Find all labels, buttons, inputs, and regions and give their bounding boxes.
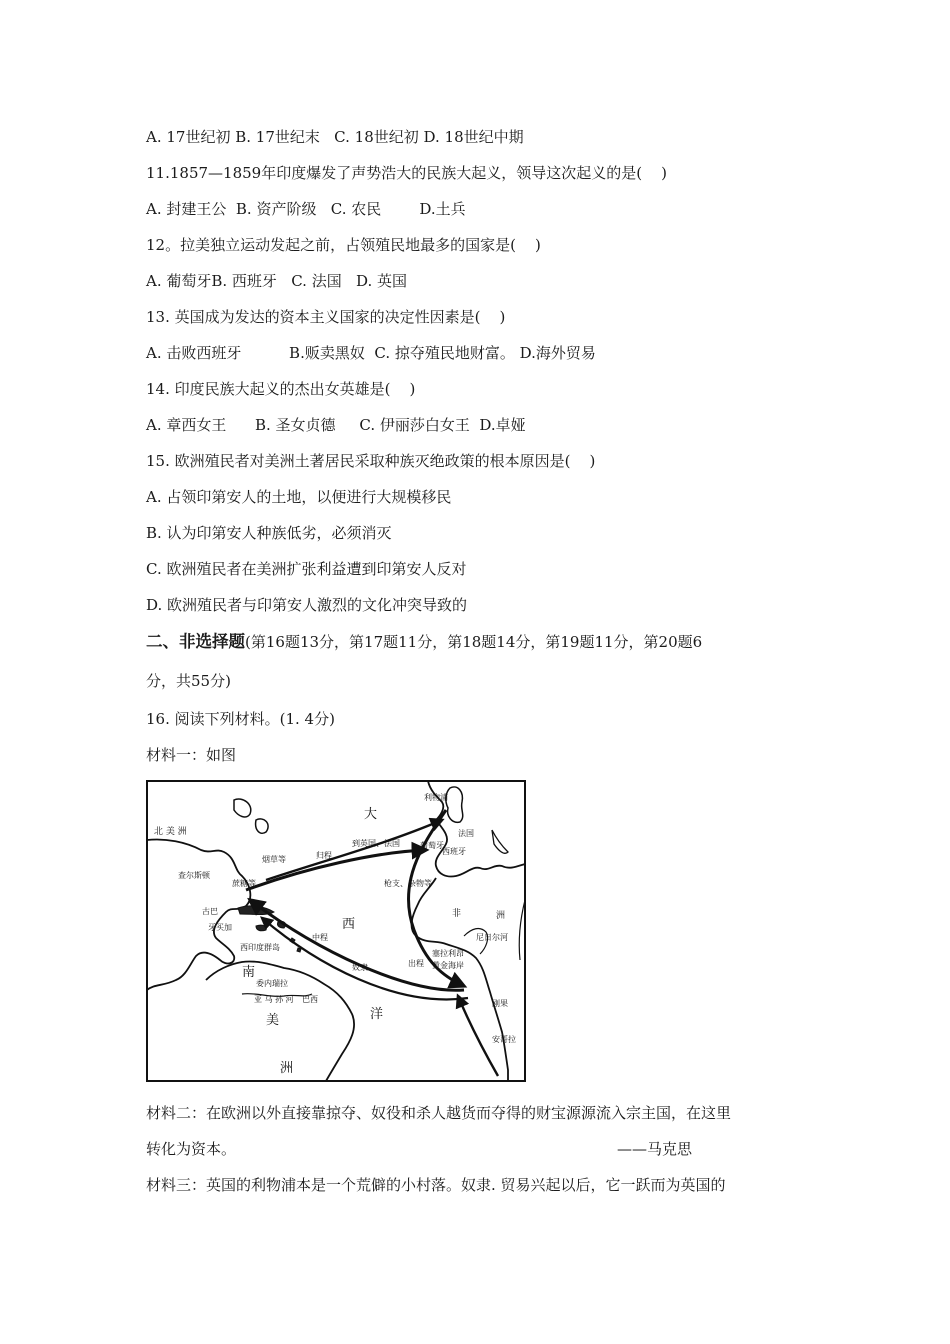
q11-stem: 11.1857—1859年印度爆发了声势浩大的民族大起义，领导这次起义的是( ): [146, 164, 667, 182]
section2-heading: [146, 632, 702, 652]
q11-options: A. 封建王公 B. 资产阶级 C. 农民 D.土兵: [146, 200, 466, 218]
q13-stem: 13. 英国成为发达的资本主义国家的决定性因素是( ): [146, 308, 506, 326]
q16-material2-line2: 转化为资本。: [146, 1140, 237, 1158]
label-route-return: 归程: [316, 851, 332, 860]
q16-material2-line1: 材料二：在欧洲以外直接靠掠夺、奴役和杀人越货而夺得的财宝源源流入宗主国，在这里: [146, 1104, 732, 1122]
label-cuba: 古巴: [202, 907, 218, 916]
label-gold-coast: 黄金海岸: [432, 961, 464, 970]
q15-stem: 15. 欧洲殖民者对美洲土著居民采取种族灭绝政策的根本原因是( ): [146, 452, 596, 470]
label-portugal: 葡萄牙: [420, 841, 444, 850]
q12-options: A. 葡萄牙B. 西班牙 C. 法国 D. 英国: [146, 272, 408, 290]
section2-title: 二、非选择题: [146, 632, 245, 651]
q15-option-c: C. 欧洲殖民者在美洲扩张利益遭到印第安人反对: [146, 560, 467, 578]
label-da: 大: [364, 807, 378, 822]
label-liverpool: 利物浦: [424, 793, 448, 802]
q15-option-b: B. 认为印第安人种族低劣，必须消灭: [146, 524, 392, 542]
label-charleston: 查尔斯顿: [178, 871, 210, 880]
label-route-crops: 烟草等: [262, 855, 286, 864]
label-angola: 安哥拉: [492, 1035, 516, 1044]
q16-material3-line1: 材料三：英国的利物浦本是一个荒僻的小村落。奴隶. 贸易兴起以后，它一跃而为英国的: [146, 1176, 726, 1194]
label-route-outbound: 出程: [408, 959, 424, 968]
label-spain: 西班牙: [442, 847, 466, 856]
q14-options: A. 章西女王 B. 圣女贞德 C. 伊丽莎白女王 D.卓娅: [146, 416, 526, 434]
q16-stem: 16. 阅读下列材料。(1. 4分): [146, 710, 335, 728]
label-africa-fei: 非: [452, 909, 462, 919]
label-africa-zhou: 洲: [496, 911, 506, 921]
q13-options: A. 击败西班牙 B.贩卖黑奴 C. 掠夺殖民地财富。 D.海外贸易: [146, 344, 596, 362]
label-amazon: 亚 马 孙 河: [254, 995, 294, 1004]
label-south: 南: [242, 965, 256, 980]
label-route-goods: 枪支、杂物等: [384, 879, 432, 888]
triangle-trade-map: [146, 780, 526, 1082]
label-yang: 洋: [370, 1007, 384, 1022]
q16-material1: 材料一：如图: [146, 746, 237, 764]
q14-stem: 14. 印度民族大起义的杰出女英雄是( ): [146, 380, 416, 398]
q10-options: A. 17世纪初 B. 17世纪末 C. 18世纪初 D. 18世纪中期: [146, 128, 524, 146]
q15-option-d: D. 欧洲殖民者与印第安人激烈的文化冲突导致的: [146, 596, 468, 614]
label-brazil: 巴西: [302, 995, 318, 1004]
label-xi: 西: [342, 917, 356, 932]
label-route-to-europe: 到英国、法国: [352, 839, 400, 848]
label-north-america: 北 美 洲: [154, 827, 187, 837]
map-frame: [147, 781, 525, 1081]
label-jamaica: 牙买加: [208, 923, 232, 932]
label-sierra-leone: 塞拉利昂: [432, 949, 464, 958]
label-zhou: 洲: [280, 1061, 294, 1076]
label-venezuela: 委内瑞拉: [256, 979, 288, 988]
label-route-sugar: 蔗糖等: [232, 879, 256, 888]
label-route-slaves: 奴隶: [352, 963, 368, 972]
section2-desc-line1: (第16题13分，第17题11分，第18题14分，第19题11分，第20题6: [245, 633, 703, 651]
q12-stem: 12。拉美独立运动发起之前，占领殖民地最多的国家是( ): [146, 236, 541, 254]
label-niger: 尼日尔河: [476, 933, 508, 942]
q15-option-a: A. 占领印第安人的土地，以便进行大规模移民: [146, 488, 452, 506]
label-congo: 刚果: [492, 999, 508, 1008]
label-route-middle: 中程: [312, 933, 328, 942]
q16-material2-author: ——马克思: [617, 1140, 693, 1158]
label-west-indies: 西印度群岛: [240, 943, 280, 952]
section2-desc-line2: 分，共55分): [146, 672, 231, 690]
label-mei: 美: [266, 1013, 280, 1028]
label-france: 法国: [458, 829, 474, 838]
